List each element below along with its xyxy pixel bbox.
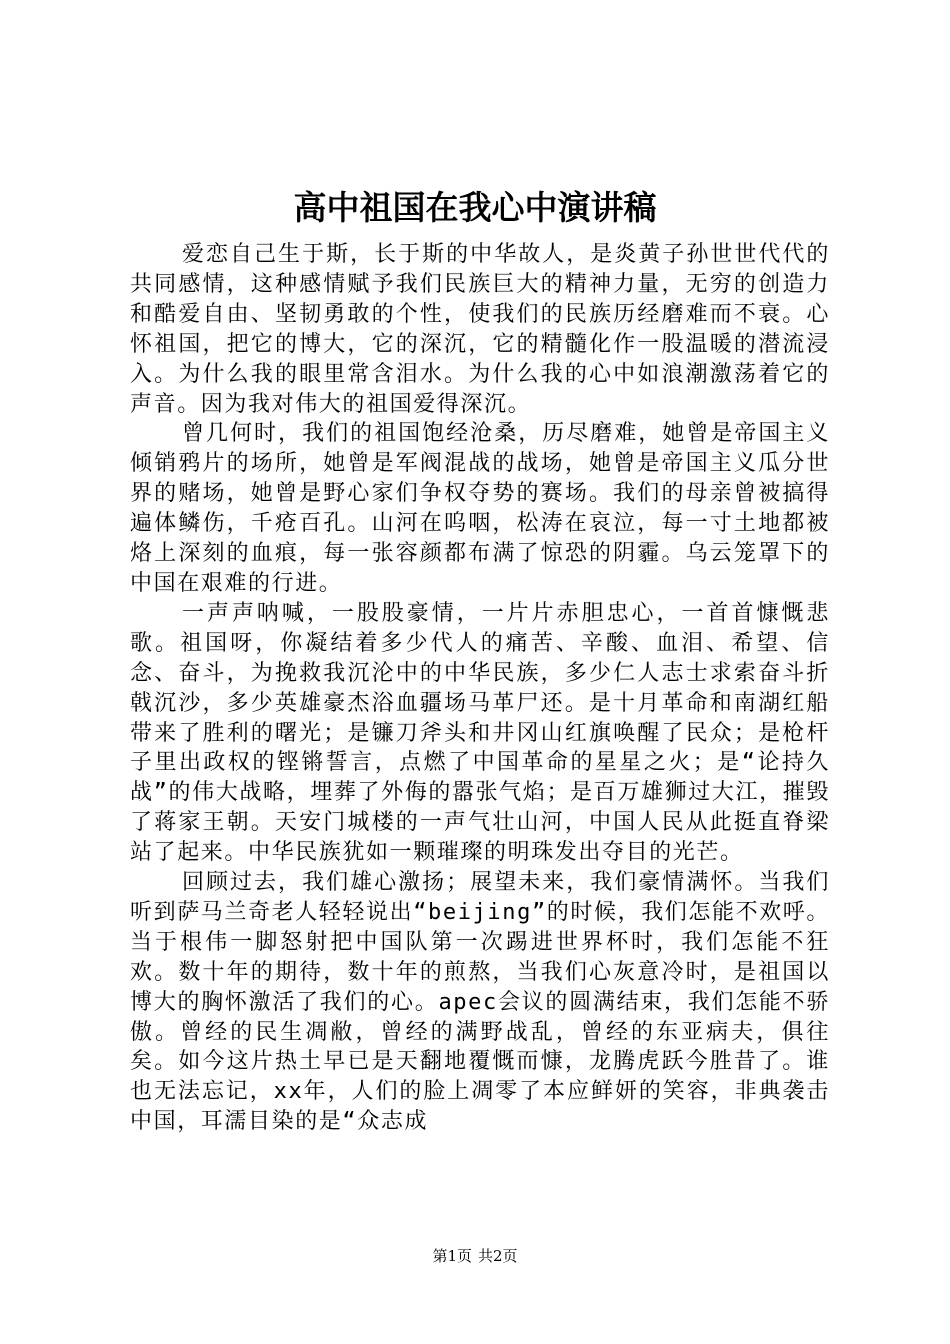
paragraph-3: 一声声呐喊，一股股豪情，一片片赤胆忠心，一首首慷慨悲歌。祖国呀，你凝结着多少代人的痛苦、辛酸、血泪、希望、信念、奋斗，为挽救我沉沦中的中华民族，多少仁人志士求索奋斗折戟沉沙，多少英雄豪杰浴血疆场马革尸还。是十月革命和南湖红船带来了胜利的曙光；是镰刀斧头和井冈山红旗唤醒了民众；是枪杆子里出政权的铿锵誓言，点燃了中国革命的星星之火；是“论持久战”的伟大战略，埋葬了外侮的嚣张气焰；是百万雄狮过大江，摧毁了蒋家王朝。天安门城楼的一声气壮山河，中国人民从此挺直脊梁站了起来。中华民族犹如一颗璀璨的明珠发出夺目的光芒。 <box>130 600 830 866</box>
page-number: 第1页 <box>432 1247 472 1265</box>
page-footer <box>0 1246 950 1266</box>
page-total: 共2页 <box>478 1247 518 1265</box>
paragraph-1: 爱恋自己生于斯，长于斯的中华故人，是炎黄子孙世世代代的共同感情，这种感情赋予我们民族巨大的精神力量，无穷的创造力和酷爱自由、坚韧勇敢的个性，使我们的民族历经磨难而不衰。心怀祖国，把它的博大，它的深沉，它的精髓化作一股温暖的潜流浸入。为什么我的眼里常含泪水。为什么我的心中如浪潮激荡着它的声音。因为我对伟大的祖国爱得深沉。 <box>130 242 830 417</box>
paragraph-4: 回顾过去，我们雄心激扬；展望未来，我们豪情满怀。当我们听到萨马兰奇老人轻轻说出“beijing”的时候，我们怎能不欢呼。当于根伟一脚怒射把中国队第一次踢进世界杯时，我们怎能不狂欢。数十年的期待，数十年的煎熬，当我们心灰意冷时，是祖国以博大的胸怀激活了我们的心。apec会议的圆满结束，我们怎能不骄傲。曾经的民生凋敝，曾经的满野战乱，曾经的东亚病夫，俱往矣。如今这片热土早已是天翻地覆慨而慷，龙腾虎跃今胜昔了。谁也无法忘记，xx年，人们的脸上凋零了本应鲜妍的笑容，非典袭击中国，耳濡目染的是“众志成 <box>130 870 831 1135</box>
document-body <box>130 240 830 1137</box>
paragraph-2: 曾几何时，我们的祖国饱经沧桑，历尽磨难，她曾是帝国主义倾销鸦片的场所，她曾是军阀混战的战场，她曾是帝国主义瓜分世界的赌场，她曾是野心家们争权夺势的赛场。我们的母亲曾被搞得遍体鳞伤，千疮百孔。山河在呜咽，松涛在哀泣，每一寸土地都被烙上深刻的血痕，每一张容颜都布满了惊恐的阴霾。乌云笼罩下的中国在艰难的行进。 <box>130 421 830 596</box>
page-title: 高中祖国在我心中演讲稿 <box>293 188 657 227</box>
